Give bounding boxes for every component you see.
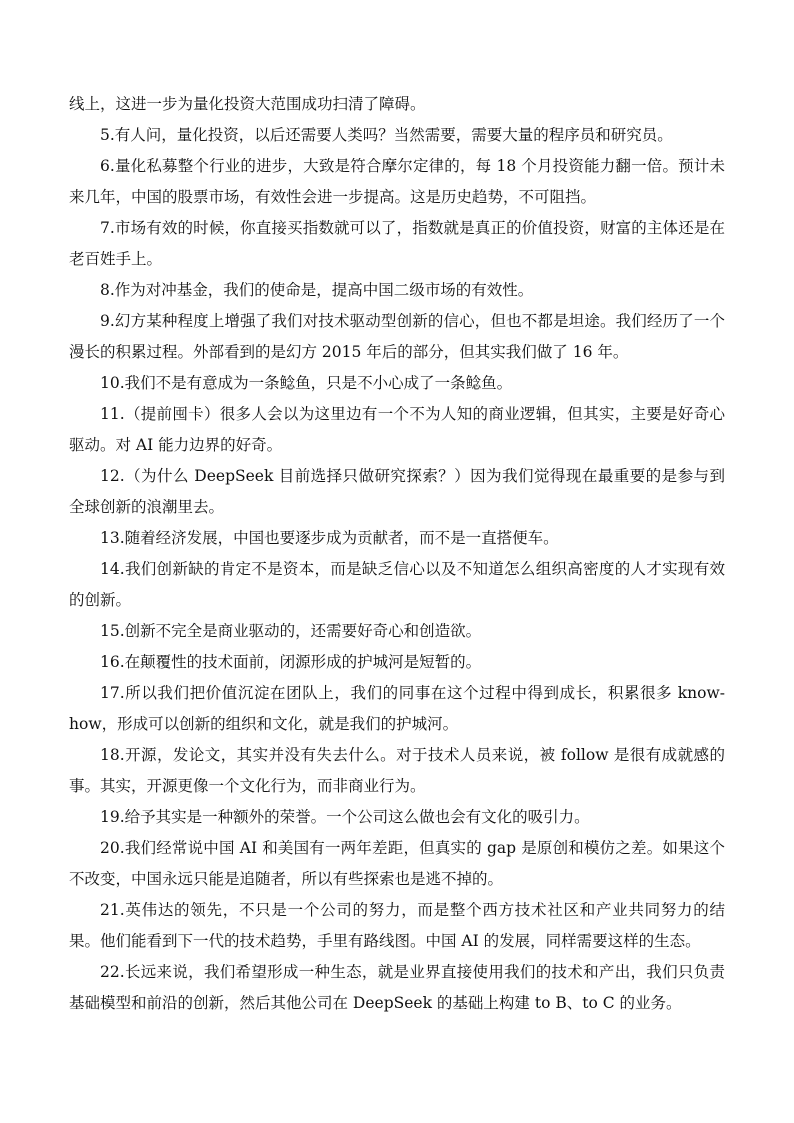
paragraph-item-19: 19.给予其实是一种额外的荣誉。一个公司这么做也会有文化的吸引力。 [100, 808, 590, 826]
paragraph-item-9: 9.幻方某种程度上增强了我们对技术驱动型创新的信心，但也不都是坦途。我们经历了一个漫长的积累过程。外部看到的是幻方 2015 年后的部分，但其实我们做了 16 年。 [69, 312, 725, 361]
paragraph-item-6: 6.量化私募整个行业的进步，大致是符合摩尔定律的，每 18 个月投资能力翻一倍。预计未来几年，中国的股票市场，有效性会进一步提高。这是历史趋势，不可阻挡。 [69, 157, 725, 206]
paragraph-item-12: 12.（为什么 DeepSeek 目前选择只做研究探索？）因为我们觉得现在最重要的是参与到全球创新的浪潮里去。 [69, 467, 725, 516]
paragraph-item-17: 17.所以我们把价值沉淀在团队上，我们的同事在这个过程中得到成长，积累很多 know-how，形成可以创新的组织和文化，就是我们的护城河。 [69, 684, 725, 733]
paragraph-item-20: 20.我们经常说中国 AI 和美国有一两年差距，但真实的 gap 是原创和模仿之差。如果这个不改变，中国永远只能是追随者，所以有些探索也是逃不掉的。 [69, 839, 725, 888]
paragraph-item-11: 11.（提前囤卡）很多人会以为这里边有一个不为人知的商业逻辑，但其实，主要是好奇心驱动。对 AI 能力边界的好奇。 [69, 405, 725, 454]
paragraph-item-7: 7.市场有效的时候，你直接买指数就可以了，指数就是真正的价值投资，财富的主体还是在老百姓手上。 [69, 219, 725, 268]
paragraph-item-14: 14.我们创新缺的肯定不是资本，而是缺乏信心以及不知道怎么组织高密度的人才实现有效的创新。 [69, 560, 725, 609]
document-body [69, 89, 725, 1019]
paragraph-item-22: 22.长远来说，我们希望形成一种生态，就是业界直接使用我们的技术和产出，我们只负责基础模型和前沿的创新，然后其他公司在 DeepSeek 的基础上构建 to B、to C 的业务。 [69, 963, 725, 1012]
paragraph-item-15: 15.创新不完全是商业驱动的，还需要好奇心和创造欲。 [100, 622, 482, 640]
paragraph-item-21: 21.英伟达的领先，不只是一个公司的努力，而是整个西方技术社区和产业共同努力的结果。他们能看到下一代的技术趋势，手里有路线图。中国 AI 的发展，同样需要这样的生态。 [69, 901, 725, 950]
paragraph-continuation: 线上，这进一步为量化投资大范围成功扫清了障碍。 [69, 95, 426, 113]
paragraph-item-13: 13.随着经济发展，中国也要逐步成为贡献者，而不是一直搭便车。 [100, 529, 559, 547]
paragraph-item-16: 16.在颠覆性的技术面前，闭源形成的护城河是短暂的。 [100, 653, 482, 671]
paragraph-item-18: 18.开源，发论文，其实并没有失去什么。对于技术人员来说，被 follow 是很有成就感的事。其实，开源更像一个文化行为，而非商业行为。 [69, 746, 725, 795]
paragraph-item-5: 5.有人问，量化投资，以后还需要人类吗？当然需要，需要大量的程序员和研究员。 [100, 126, 673, 144]
paragraph-item-10: 10.我们不是有意成为一条鲶鱼，只是不小心成了一条鲶鱼。 [100, 374, 513, 392]
paragraph-item-8: 8.作为对冲基金，我们的使命是，提高中国二级市场的有效性。 [100, 281, 534, 299]
